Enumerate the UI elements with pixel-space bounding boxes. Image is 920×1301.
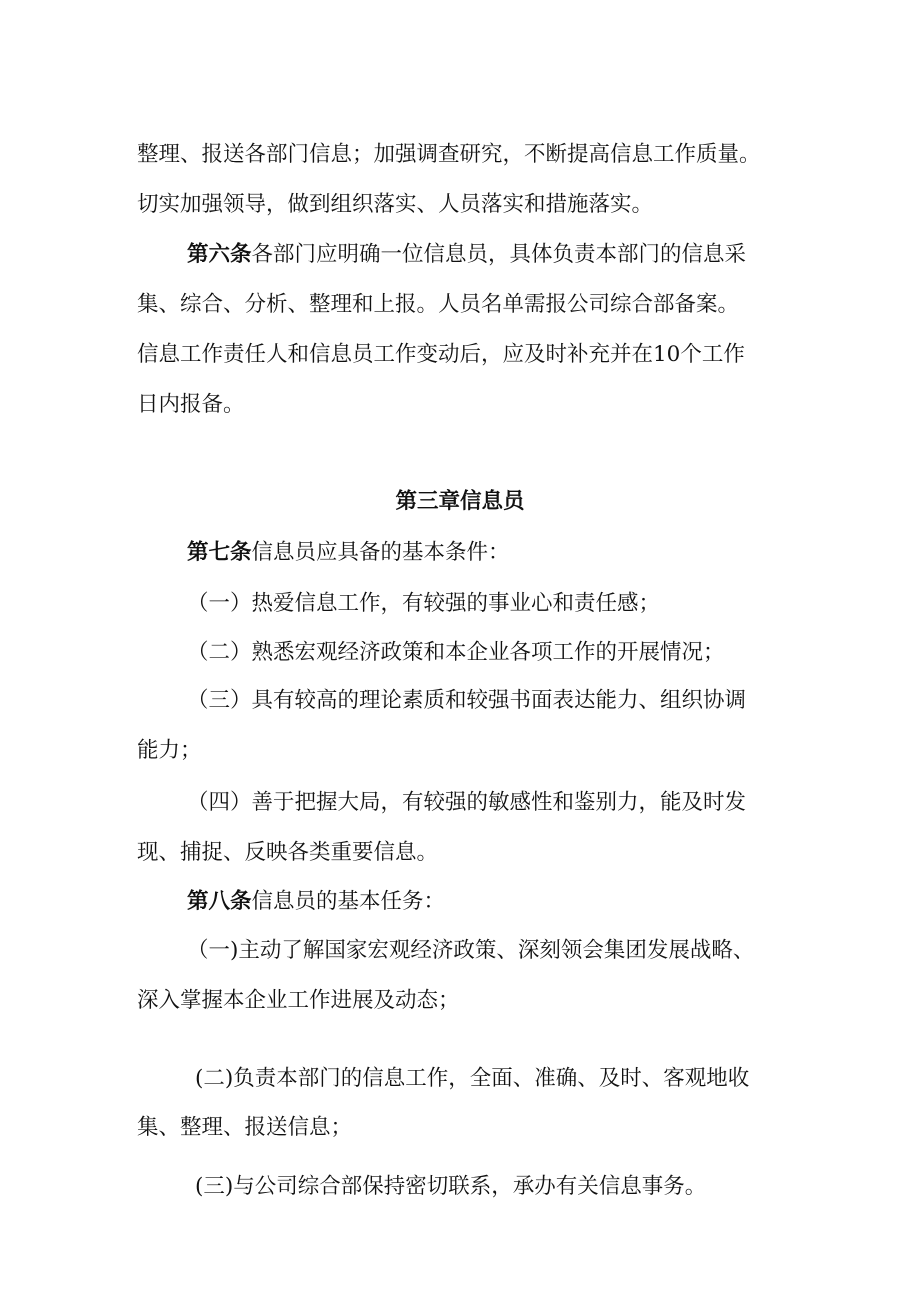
- list-item-continuation: 集、整理、报送信息；: [137, 1115, 353, 1140]
- list-item: （三）具有较高的理论素质和较强书面表达能力、组织协调: [187, 688, 747, 713]
- article-8-label: 第八条: [187, 889, 252, 914]
- list-item-continuation: 现、捕捉、反映各类重要信息。: [137, 840, 439, 865]
- article-8-paragraph: [187, 887, 920, 917]
- list-item: （一)主动了解国家宏观经济政策、深刻领会集团发展战略、: [187, 938, 755, 963]
- list-item: （四）善于把握大局，有较强的敏感性和鉴别力，能及时发: [187, 790, 747, 815]
- body-line: 整理、报送各部门信息；加强调查研究，不断提高信息工作质量。: [137, 142, 761, 167]
- list-item: （二）熟悉宏观经济政策和本企业各项工作的开展情况；: [187, 640, 725, 665]
- list-item: （一）热爱信息工作，有较强的事业心和责任感；: [187, 591, 661, 616]
- article-8-text: 信息员的基本任务：: [251, 889, 446, 914]
- list-item: (二)负责本部门的信息工作，全面、准确、及时、客观地收: [195, 1066, 750, 1091]
- body-line: 信息工作责任人和信息员工作变动后，应及时补充并在10个工作: [137, 342, 745, 367]
- body-line: 日内报备。: [137, 392, 245, 417]
- article-6-paragraph: [187, 240, 920, 270]
- article-6-label: 第六条: [187, 242, 252, 267]
- body-line: 集、综合、分析、整理和上报。人员名单需报公司综合部备案。: [137, 292, 740, 317]
- article-7-paragraph: [187, 538, 920, 568]
- list-item: (三)与公司综合部保持密切联系，承办有关信息事务。: [195, 1174, 707, 1199]
- article-6-text: 各部门应明确一位信息员，具体负责本部门的信息采: [251, 242, 747, 267]
- list-item-continuation: 深入掌握本企业工作进展及动态；: [137, 988, 460, 1013]
- article-7-text: 信息员应具备的基本条件：: [251, 540, 510, 565]
- body-line: 切实加强领导，做到组织落实、人员落实和措施落实。: [137, 192, 654, 217]
- list-item-continuation: 能力；: [137, 738, 202, 763]
- chapter-3-title: 第三章信息员: [395, 489, 525, 514]
- article-7-label: 第七条: [187, 540, 252, 565]
